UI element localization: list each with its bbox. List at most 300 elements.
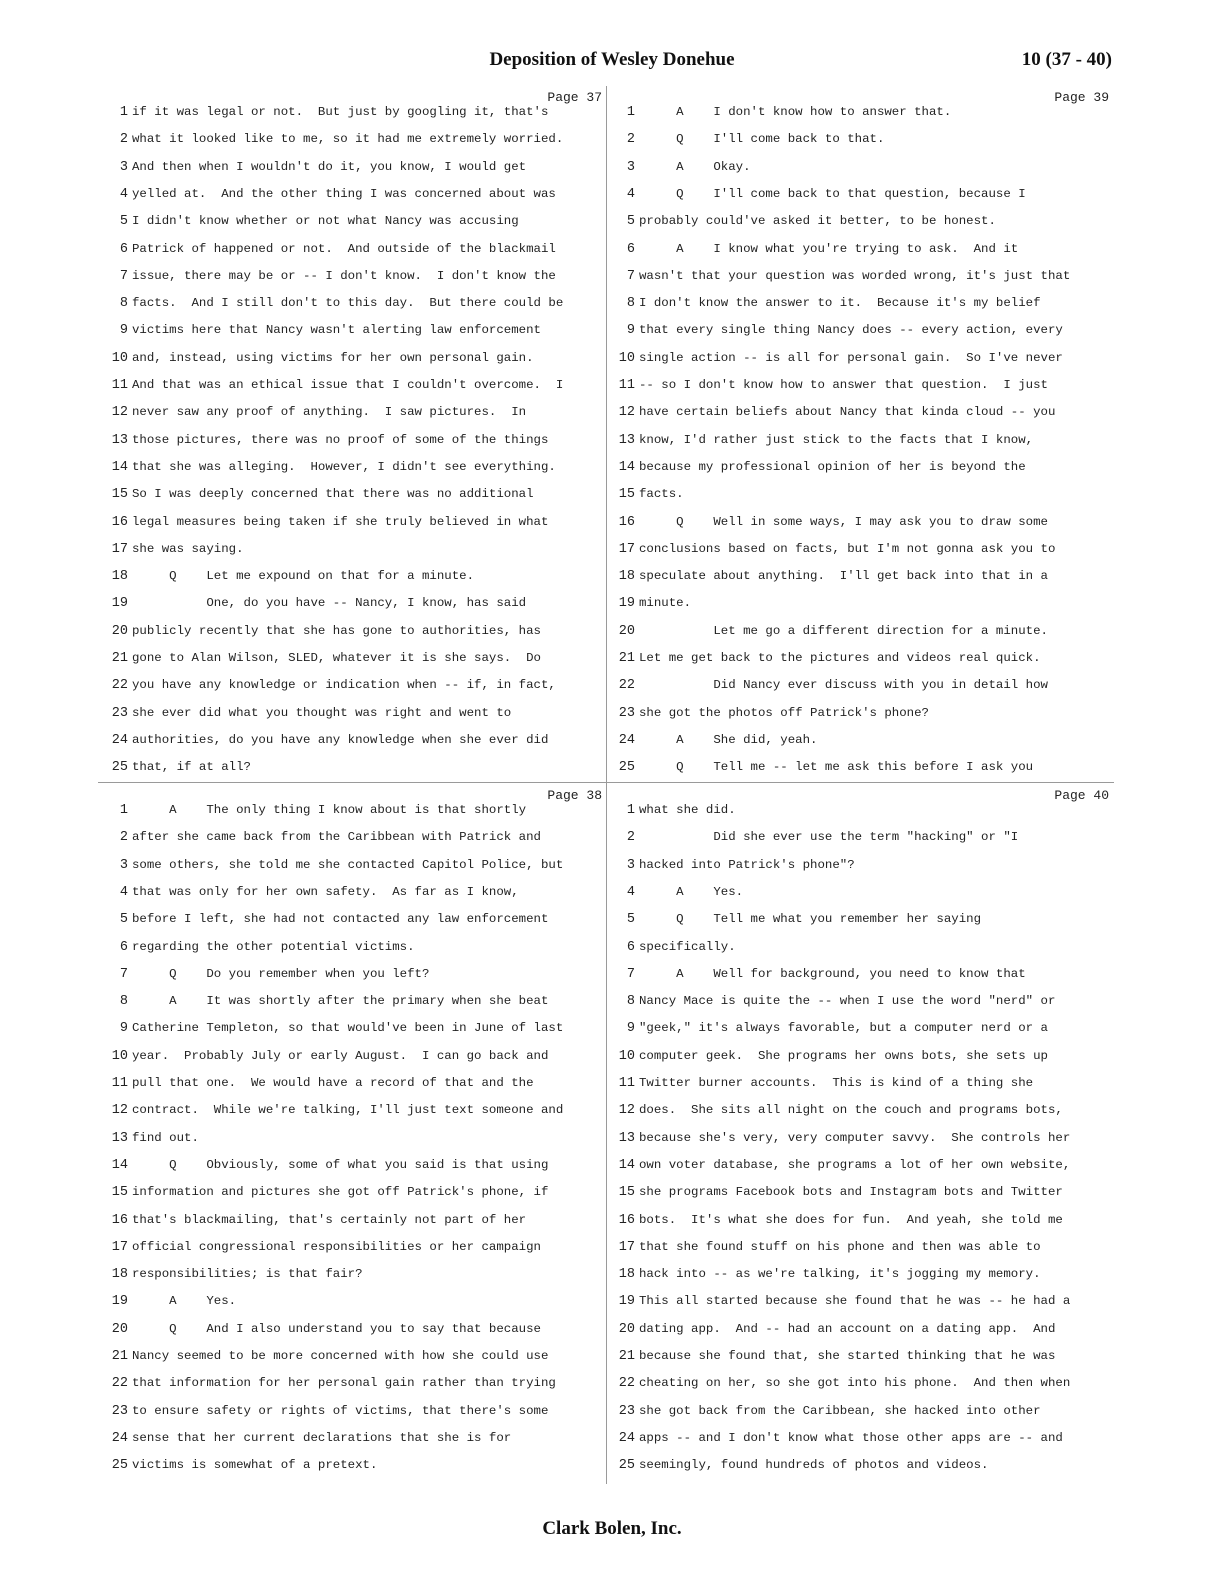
transcript-line bbox=[100, 700, 606, 727]
line-text: Let me go a different direction for a minute. bbox=[639, 623, 1048, 638]
line-number: 5 bbox=[626, 214, 635, 230]
document-header-title: Deposition of Wesley Donehue bbox=[489, 49, 735, 70]
line-text: A Okay. bbox=[639, 159, 751, 174]
line-number: 11 bbox=[618, 378, 635, 393]
line-number: 8 bbox=[119, 994, 128, 1010]
line-text: to ensure safety or rights of victims, that there's some bbox=[132, 1403, 549, 1418]
line-number: 6 bbox=[626, 939, 635, 955]
line-number: 15 bbox=[111, 1185, 128, 1201]
transcript-line bbox=[100, 852, 606, 879]
line-text: you have any knowledge or indication when -- if, in fact, bbox=[132, 678, 556, 693]
line-text: facts. bbox=[639, 487, 684, 502]
transcript-line bbox=[607, 454, 1113, 481]
transcript-line bbox=[100, 1125, 606, 1152]
line-number: 23 bbox=[111, 1403, 128, 1419]
line-number: 11 bbox=[111, 378, 128, 393]
transcript-line bbox=[100, 590, 606, 617]
line-number: 12 bbox=[618, 1103, 635, 1119]
transcript-line bbox=[100, 263, 606, 290]
line-text: that's blackmailing, that's certainly not part of her bbox=[132, 1212, 527, 1227]
line-number: 5 bbox=[119, 214, 128, 230]
line-number: 5 bbox=[119, 912, 128, 928]
transcript-line bbox=[607, 906, 1113, 933]
transcript-line bbox=[100, 99, 606, 126]
line-number: 19 bbox=[111, 1294, 128, 1310]
transcript-line bbox=[100, 1207, 606, 1234]
line-number: 16 bbox=[618, 1212, 635, 1228]
line-number: 9 bbox=[119, 323, 128, 339]
transcript-line bbox=[607, 481, 1113, 508]
line-number: 22 bbox=[111, 1376, 128, 1392]
line-number: 19 bbox=[618, 596, 635, 612]
transcript-line bbox=[100, 1179, 606, 1206]
line-number: 4 bbox=[626, 186, 635, 202]
line-number: 2 bbox=[626, 830, 635, 846]
transcript-line bbox=[607, 961, 1113, 988]
line-number: 4 bbox=[119, 884, 128, 900]
line-number: 14 bbox=[618, 459, 635, 475]
transcript-line bbox=[607, 236, 1113, 263]
line-number: 22 bbox=[618, 678, 635, 694]
line-text: that was only for her own safety. As far as I know, bbox=[132, 884, 519, 899]
line-number: 2 bbox=[119, 132, 128, 148]
transcript-line bbox=[100, 290, 606, 317]
transcript-line bbox=[607, 99, 1113, 126]
transcript-line bbox=[100, 427, 606, 454]
line-text: some others, she told me she contacted Capitol Police, but bbox=[132, 857, 564, 872]
line-number: 15 bbox=[618, 1185, 635, 1201]
line-text: A Well for background, you need to know that bbox=[639, 966, 1026, 981]
line-text: information and pictures she got off Patrick's phone, if bbox=[132, 1185, 549, 1200]
line-text: pull that one. We would have a record of that and the bbox=[132, 1076, 534, 1090]
page-number-label: Page 38 bbox=[547, 788, 602, 803]
line-number: 18 bbox=[111, 569, 128, 585]
transcript-line bbox=[100, 126, 606, 153]
line-text: regarding the other potential victims. bbox=[132, 939, 415, 954]
transcript-line bbox=[100, 1015, 606, 1042]
line-number: 3 bbox=[119, 159, 128, 175]
line-number: 14 bbox=[111, 1157, 128, 1173]
line-text: she ever did what you thought was right and went to bbox=[132, 705, 512, 720]
transcript-line bbox=[100, 961, 606, 988]
line-text: A She did, yeah. bbox=[639, 732, 818, 747]
page-number-label: Page 39 bbox=[1054, 90, 1109, 105]
line-text: A I don't know how to answer that. bbox=[639, 105, 952, 119]
line-number: 7 bbox=[119, 966, 128, 982]
line-text: Q Do you remember when you left? bbox=[132, 966, 430, 981]
transcript-line bbox=[100, 1097, 606, 1124]
line-number: 12 bbox=[618, 405, 635, 421]
transcript-line bbox=[100, 481, 606, 508]
line-text: A It was shortly after the primary when she beat bbox=[132, 994, 549, 1009]
line-number: 11 bbox=[618, 1076, 635, 1091]
transcript-line bbox=[607, 1343, 1113, 1370]
transcript-page bbox=[607, 86, 1113, 776]
line-text: Nancy Mace is quite the -- when I use the word "nerd" or bbox=[639, 994, 1056, 1009]
line-number: 23 bbox=[111, 705, 128, 721]
line-text: -- so I don't know how to answer that question. I just bbox=[639, 378, 1048, 392]
transcript-line bbox=[607, 563, 1113, 590]
line-number: 1 bbox=[119, 803, 128, 818]
transcript-line bbox=[100, 879, 606, 906]
line-text: those pictures, there was no proof of some of the things bbox=[132, 432, 549, 447]
line-number: 2 bbox=[626, 132, 635, 148]
transcript-line bbox=[607, 1398, 1113, 1425]
line-number: 8 bbox=[626, 296, 635, 312]
line-number: 24 bbox=[618, 1430, 635, 1446]
page-number-label: Page 37 bbox=[547, 90, 602, 105]
transcript-page bbox=[607, 784, 1113, 1474]
line-text: responsibilities; is that fair? bbox=[132, 1267, 363, 1282]
line-number: 1 bbox=[626, 803, 635, 818]
transcript-line bbox=[607, 126, 1113, 153]
line-text: dating app. And -- had an account on a dating app. And bbox=[639, 1321, 1056, 1336]
line-text: Q I'll come back to that. bbox=[639, 132, 885, 147]
line-number: 25 bbox=[111, 1458, 128, 1474]
row-divider bbox=[98, 782, 1114, 783]
line-number: 7 bbox=[119, 268, 128, 284]
transcript-line bbox=[100, 1288, 606, 1315]
transcript-line bbox=[607, 1452, 1113, 1479]
transcript-page bbox=[100, 784, 606, 1474]
line-text: A The only thing I know about is that shortly bbox=[132, 803, 527, 817]
transcript-line bbox=[607, 1288, 1113, 1315]
transcript-line bbox=[100, 906, 606, 933]
line-text: legal measures being taken if she truly believed in what bbox=[132, 514, 549, 529]
line-text: before I left, she had not contacted any law enforcement bbox=[132, 912, 549, 927]
line-number: 3 bbox=[626, 159, 635, 175]
line-text: year. Probably July or early August. I can go back and bbox=[132, 1048, 549, 1063]
line-number: 20 bbox=[111, 623, 128, 639]
line-text: A Yes. bbox=[639, 884, 744, 899]
transcript-line bbox=[607, 427, 1113, 454]
transcript-line bbox=[100, 181, 606, 208]
transcript-line bbox=[100, 797, 606, 824]
line-number: 8 bbox=[119, 296, 128, 312]
line-number: 4 bbox=[119, 186, 128, 202]
transcript-line bbox=[100, 399, 606, 426]
line-number: 4 bbox=[626, 884, 635, 900]
line-number: 19 bbox=[618, 1294, 635, 1310]
line-number: 13 bbox=[618, 1130, 635, 1146]
line-number: 6 bbox=[119, 939, 128, 955]
line-number: 24 bbox=[618, 732, 635, 748]
line-number: 23 bbox=[618, 1403, 635, 1419]
page-number-label: Page 40 bbox=[1054, 788, 1109, 803]
line-text: minute. bbox=[639, 596, 692, 611]
line-number: 21 bbox=[618, 651, 635, 666]
line-text: Patrick of happened or not. And outside of the blackmail bbox=[132, 241, 556, 256]
transcript-line bbox=[100, 563, 606, 590]
line-text: gone to Alan Wilson, SLED, whatever it is she says. Do bbox=[132, 651, 541, 665]
line-text: "geek," it's always favorable, but a computer nerd or a bbox=[639, 1021, 1048, 1036]
line-number: 20 bbox=[618, 623, 635, 639]
line-text: official congressional responsibilities or her campaign bbox=[132, 1239, 541, 1254]
transcript-line bbox=[100, 317, 606, 344]
transcript-line bbox=[607, 852, 1113, 879]
line-text: that she was alleging. However, I didn't see everything. bbox=[132, 459, 556, 474]
transcript-line bbox=[100, 1343, 606, 1370]
transcript-line bbox=[100, 824, 606, 851]
line-number: 14 bbox=[111, 459, 128, 475]
line-text: Q Tell me -- let me ask this before I ask you bbox=[639, 760, 1034, 775]
transcript-line bbox=[100, 727, 606, 754]
line-text: she was saying. bbox=[132, 541, 244, 556]
transcript-line bbox=[100, 988, 606, 1015]
transcript-line bbox=[607, 208, 1113, 235]
transcript-line bbox=[100, 618, 606, 645]
line-text: apps -- and I don't know what those other apps are -- and bbox=[639, 1430, 1063, 1445]
line-number: 9 bbox=[626, 1021, 635, 1037]
transcript-line bbox=[607, 1207, 1113, 1234]
line-number: 21 bbox=[111, 1349, 128, 1364]
line-text: computer geek. She programs her owns bots, she sets up bbox=[639, 1048, 1048, 1063]
transcript-line bbox=[607, 1097, 1113, 1124]
line-text: own voter database, she programs a lot of her own website, bbox=[639, 1157, 1071, 1172]
line-number: 19 bbox=[111, 596, 128, 612]
line-number: 1 bbox=[626, 105, 635, 120]
line-number: 6 bbox=[119, 241, 128, 257]
line-number: 16 bbox=[618, 514, 635, 530]
line-number: 12 bbox=[111, 405, 128, 421]
transcript-line bbox=[607, 700, 1113, 727]
transcript-line bbox=[607, 1234, 1113, 1261]
transcript-line bbox=[100, 536, 606, 563]
transcript-line bbox=[607, 934, 1113, 961]
transcript-line bbox=[100, 372, 606, 399]
line-text: publicly recently that she has gone to authorities, has bbox=[132, 623, 541, 638]
transcript-line bbox=[100, 1261, 606, 1288]
line-number: 7 bbox=[626, 966, 635, 982]
line-text: Q And I also understand you to say that because bbox=[132, 1321, 541, 1336]
transcript-line bbox=[607, 536, 1113, 563]
line-number: 8 bbox=[626, 994, 635, 1010]
document-page-range: 10 (37 - 40) bbox=[1021, 49, 1112, 70]
line-text: because my professional opinion of her is beyond the bbox=[639, 459, 1026, 474]
line-number: 7 bbox=[626, 268, 635, 284]
transcript-line bbox=[100, 1043, 606, 1070]
line-text: victims here that Nancy wasn't alerting law enforcement bbox=[132, 323, 541, 338]
line-text: because she found that, she started thinking that he was bbox=[639, 1349, 1056, 1363]
line-text: speculate about anything. I'll get back into that in a bbox=[639, 569, 1048, 584]
transcript-line bbox=[607, 1125, 1113, 1152]
transcript-line bbox=[100, 154, 606, 181]
transcript-line bbox=[607, 824, 1113, 851]
transcript-line bbox=[607, 509, 1113, 536]
line-text: And that was an ethical issue that I couldn't overcome. I bbox=[132, 378, 564, 392]
transcript-line bbox=[100, 934, 606, 961]
transcript-line bbox=[100, 754, 606, 781]
line-number: 25 bbox=[111, 760, 128, 776]
transcript-line bbox=[100, 208, 606, 235]
transcript-line bbox=[100, 1452, 606, 1479]
line-number: 20 bbox=[111, 1321, 128, 1337]
line-text: Twitter burner accounts. This is kind of a thing she bbox=[639, 1076, 1034, 1090]
transcript-line bbox=[100, 1398, 606, 1425]
line-number: 21 bbox=[618, 1349, 635, 1364]
line-text: contract. While we're talking, I'll just text someone and bbox=[132, 1103, 564, 1118]
transcript-line bbox=[100, 454, 606, 481]
line-number: 3 bbox=[626, 857, 635, 873]
line-text: she got the photos off Patrick's phone? bbox=[639, 705, 929, 720]
transcript-line bbox=[100, 509, 606, 536]
transcript-line bbox=[100, 1070, 606, 1097]
transcript-line bbox=[607, 618, 1113, 645]
transcript-line bbox=[100, 236, 606, 263]
transcript-line bbox=[607, 1316, 1113, 1343]
line-text: authorities, do you have any knowledge when she ever did bbox=[132, 732, 549, 747]
footer-company-name: Clark Bolen, Inc. bbox=[542, 1518, 682, 1539]
line-text: Nancy seemed to be more concerned with how she could use bbox=[132, 1349, 549, 1363]
line-text: probably could've asked it better, to be honest. bbox=[639, 214, 996, 229]
line-number: 17 bbox=[111, 1239, 128, 1255]
line-text: and, instead, using victims for her own personal gain. bbox=[132, 350, 534, 365]
line-text: know, I'd rather just stick to the facts that I know, bbox=[639, 432, 1034, 447]
line-text: after she came back from the Caribbean with Patrick and bbox=[132, 830, 541, 845]
transcript-line bbox=[607, 290, 1113, 317]
line-number: 9 bbox=[626, 323, 635, 339]
line-text: facts. And I still don't to this day. But there could be bbox=[132, 296, 564, 311]
transcript-line bbox=[607, 1015, 1113, 1042]
transcript-line bbox=[100, 1370, 606, 1397]
transcript-line bbox=[100, 1234, 606, 1261]
line-text: find out. bbox=[132, 1130, 199, 1145]
transcript-line bbox=[100, 1316, 606, 1343]
line-text: if it was legal or not. But just by googling it, that's bbox=[132, 105, 549, 119]
transcript-line bbox=[607, 590, 1113, 617]
line-text: never saw any proof of anything. I saw pictures. In bbox=[132, 405, 527, 420]
line-text: Did Nancy ever discuss with you in detail how bbox=[639, 678, 1048, 693]
transcript-line bbox=[607, 263, 1113, 290]
transcript-line bbox=[607, 1043, 1113, 1070]
line-number: 23 bbox=[618, 705, 635, 721]
transcript-line bbox=[100, 672, 606, 699]
line-number: 16 bbox=[111, 1212, 128, 1228]
line-number: 10 bbox=[618, 350, 635, 366]
transcript-line bbox=[100, 645, 606, 672]
line-number: 9 bbox=[119, 1021, 128, 1037]
line-text: wasn't that your question was worded wrong, it's just that bbox=[639, 268, 1071, 283]
line-text: Q Tell me what you remember her saying bbox=[639, 912, 982, 927]
transcript-page bbox=[100, 86, 606, 776]
line-text: that information for her personal gain rather than trying bbox=[132, 1376, 556, 1391]
line-text: single action -- is all for personal gain. So I've never bbox=[639, 350, 1063, 365]
line-text: conclusions based on facts, but I'm not gonna ask you to bbox=[639, 541, 1056, 556]
transcript-line bbox=[607, 372, 1113, 399]
line-number: 18 bbox=[618, 1267, 635, 1283]
transcript-line bbox=[607, 727, 1113, 754]
line-text: I don't know the answer to it. Because it's my belief bbox=[639, 296, 1041, 311]
transcript-line bbox=[607, 154, 1113, 181]
line-number: 10 bbox=[618, 1048, 635, 1064]
line-text: what it looked like to me, so it had me extremely worried. bbox=[132, 132, 564, 147]
line-text: And then when I wouldn't do it, you know, I would get bbox=[132, 159, 527, 174]
line-number: 17 bbox=[618, 541, 635, 557]
line-number: 13 bbox=[618, 432, 635, 448]
transcript-line bbox=[607, 1152, 1113, 1179]
line-text: One, do you have -- Nancy, I know, has said bbox=[132, 596, 527, 611]
transcript-line bbox=[100, 1152, 606, 1179]
line-text: that, if at all? bbox=[132, 760, 251, 775]
line-text: bots. It's what she does for fun. And yeah, she told me bbox=[639, 1212, 1063, 1227]
line-number: 25 bbox=[618, 1458, 635, 1474]
line-text: issue, there may be or -- I don't know. I don't know the bbox=[132, 268, 556, 283]
line-number: 15 bbox=[618, 487, 635, 503]
line-number: 24 bbox=[111, 1430, 128, 1446]
transcript-line bbox=[607, 399, 1113, 426]
line-text: what she did. bbox=[639, 803, 736, 817]
line-number: 18 bbox=[618, 569, 635, 585]
line-number: 22 bbox=[111, 678, 128, 694]
transcript-line bbox=[607, 988, 1113, 1015]
line-text: she programs Facebook bots and Instagram bots and Twitter bbox=[639, 1185, 1063, 1200]
transcript-line bbox=[607, 645, 1113, 672]
line-number: 21 bbox=[111, 651, 128, 666]
line-text: Q Obviously, some of what you said is that using bbox=[132, 1157, 549, 1172]
line-number: 10 bbox=[111, 1048, 128, 1064]
line-text: Q I'll come back to that question, because I bbox=[639, 186, 1026, 201]
line-text: I didn't know whether or not what Nancy was accusing bbox=[132, 214, 519, 229]
transcript-line bbox=[607, 1425, 1113, 1452]
line-number: 16 bbox=[111, 514, 128, 530]
line-number: 10 bbox=[111, 350, 128, 366]
transcript-line bbox=[607, 317, 1113, 344]
line-number: 1 bbox=[119, 105, 128, 120]
line-text: hacked into Patrick's phone"? bbox=[639, 857, 855, 872]
line-text: Let me get back to the pictures and videos real quick. bbox=[639, 651, 1041, 665]
line-number: 3 bbox=[119, 857, 128, 873]
line-text: specifically. bbox=[639, 939, 736, 954]
transcript-line bbox=[607, 1070, 1113, 1097]
line-number: 20 bbox=[618, 1321, 635, 1337]
line-text: sense that her current declarations that she is for bbox=[132, 1430, 512, 1445]
line-text: yelled at. And the other thing I was concerned about was bbox=[132, 186, 556, 201]
line-number: 12 bbox=[111, 1103, 128, 1119]
transcript-line bbox=[607, 797, 1113, 824]
line-text: that every single thing Nancy does -- every action, every bbox=[639, 323, 1063, 338]
line-text: cheating on her, so she got into his phone. And then when bbox=[639, 1376, 1071, 1391]
line-text: Q Let me expound on that for a minute. bbox=[132, 569, 475, 584]
line-number: 13 bbox=[111, 1130, 128, 1146]
transcript-line bbox=[607, 181, 1113, 208]
transcript-line bbox=[607, 754, 1113, 781]
line-text: This all started because she found that he was -- he had a bbox=[639, 1294, 1071, 1309]
line-text: have certain beliefs about Nancy that kinda cloud -- you bbox=[639, 405, 1056, 420]
transcript-line bbox=[100, 345, 606, 372]
line-text: Q Well in some ways, I may ask you to draw some bbox=[639, 514, 1048, 529]
line-number: 6 bbox=[626, 241, 635, 257]
line-number: 5 bbox=[626, 912, 635, 928]
line-number: 13 bbox=[111, 432, 128, 448]
transcript-line bbox=[607, 672, 1113, 699]
line-number: 15 bbox=[111, 487, 128, 503]
line-number: 24 bbox=[111, 732, 128, 748]
transcript-line bbox=[607, 345, 1113, 372]
line-text: seemingly, found hundreds of photos and videos. bbox=[639, 1458, 989, 1473]
line-number: 18 bbox=[111, 1267, 128, 1283]
line-number: 25 bbox=[618, 760, 635, 776]
line-text: A I know what you're trying to ask. And it bbox=[639, 241, 1019, 256]
transcript-line bbox=[607, 879, 1113, 906]
transcript-line bbox=[607, 1370, 1113, 1397]
line-number: 14 bbox=[618, 1157, 635, 1173]
transcript-line bbox=[100, 1425, 606, 1452]
line-text: because she's very, very computer savvy. She controls her bbox=[639, 1130, 1071, 1145]
line-text: Did she ever use the term "hacking" or "I bbox=[639, 830, 1019, 845]
line-number: 11 bbox=[111, 1076, 128, 1091]
line-number: 17 bbox=[111, 541, 128, 557]
line-text: she got back from the Caribbean, she hacked into other bbox=[639, 1403, 1041, 1418]
